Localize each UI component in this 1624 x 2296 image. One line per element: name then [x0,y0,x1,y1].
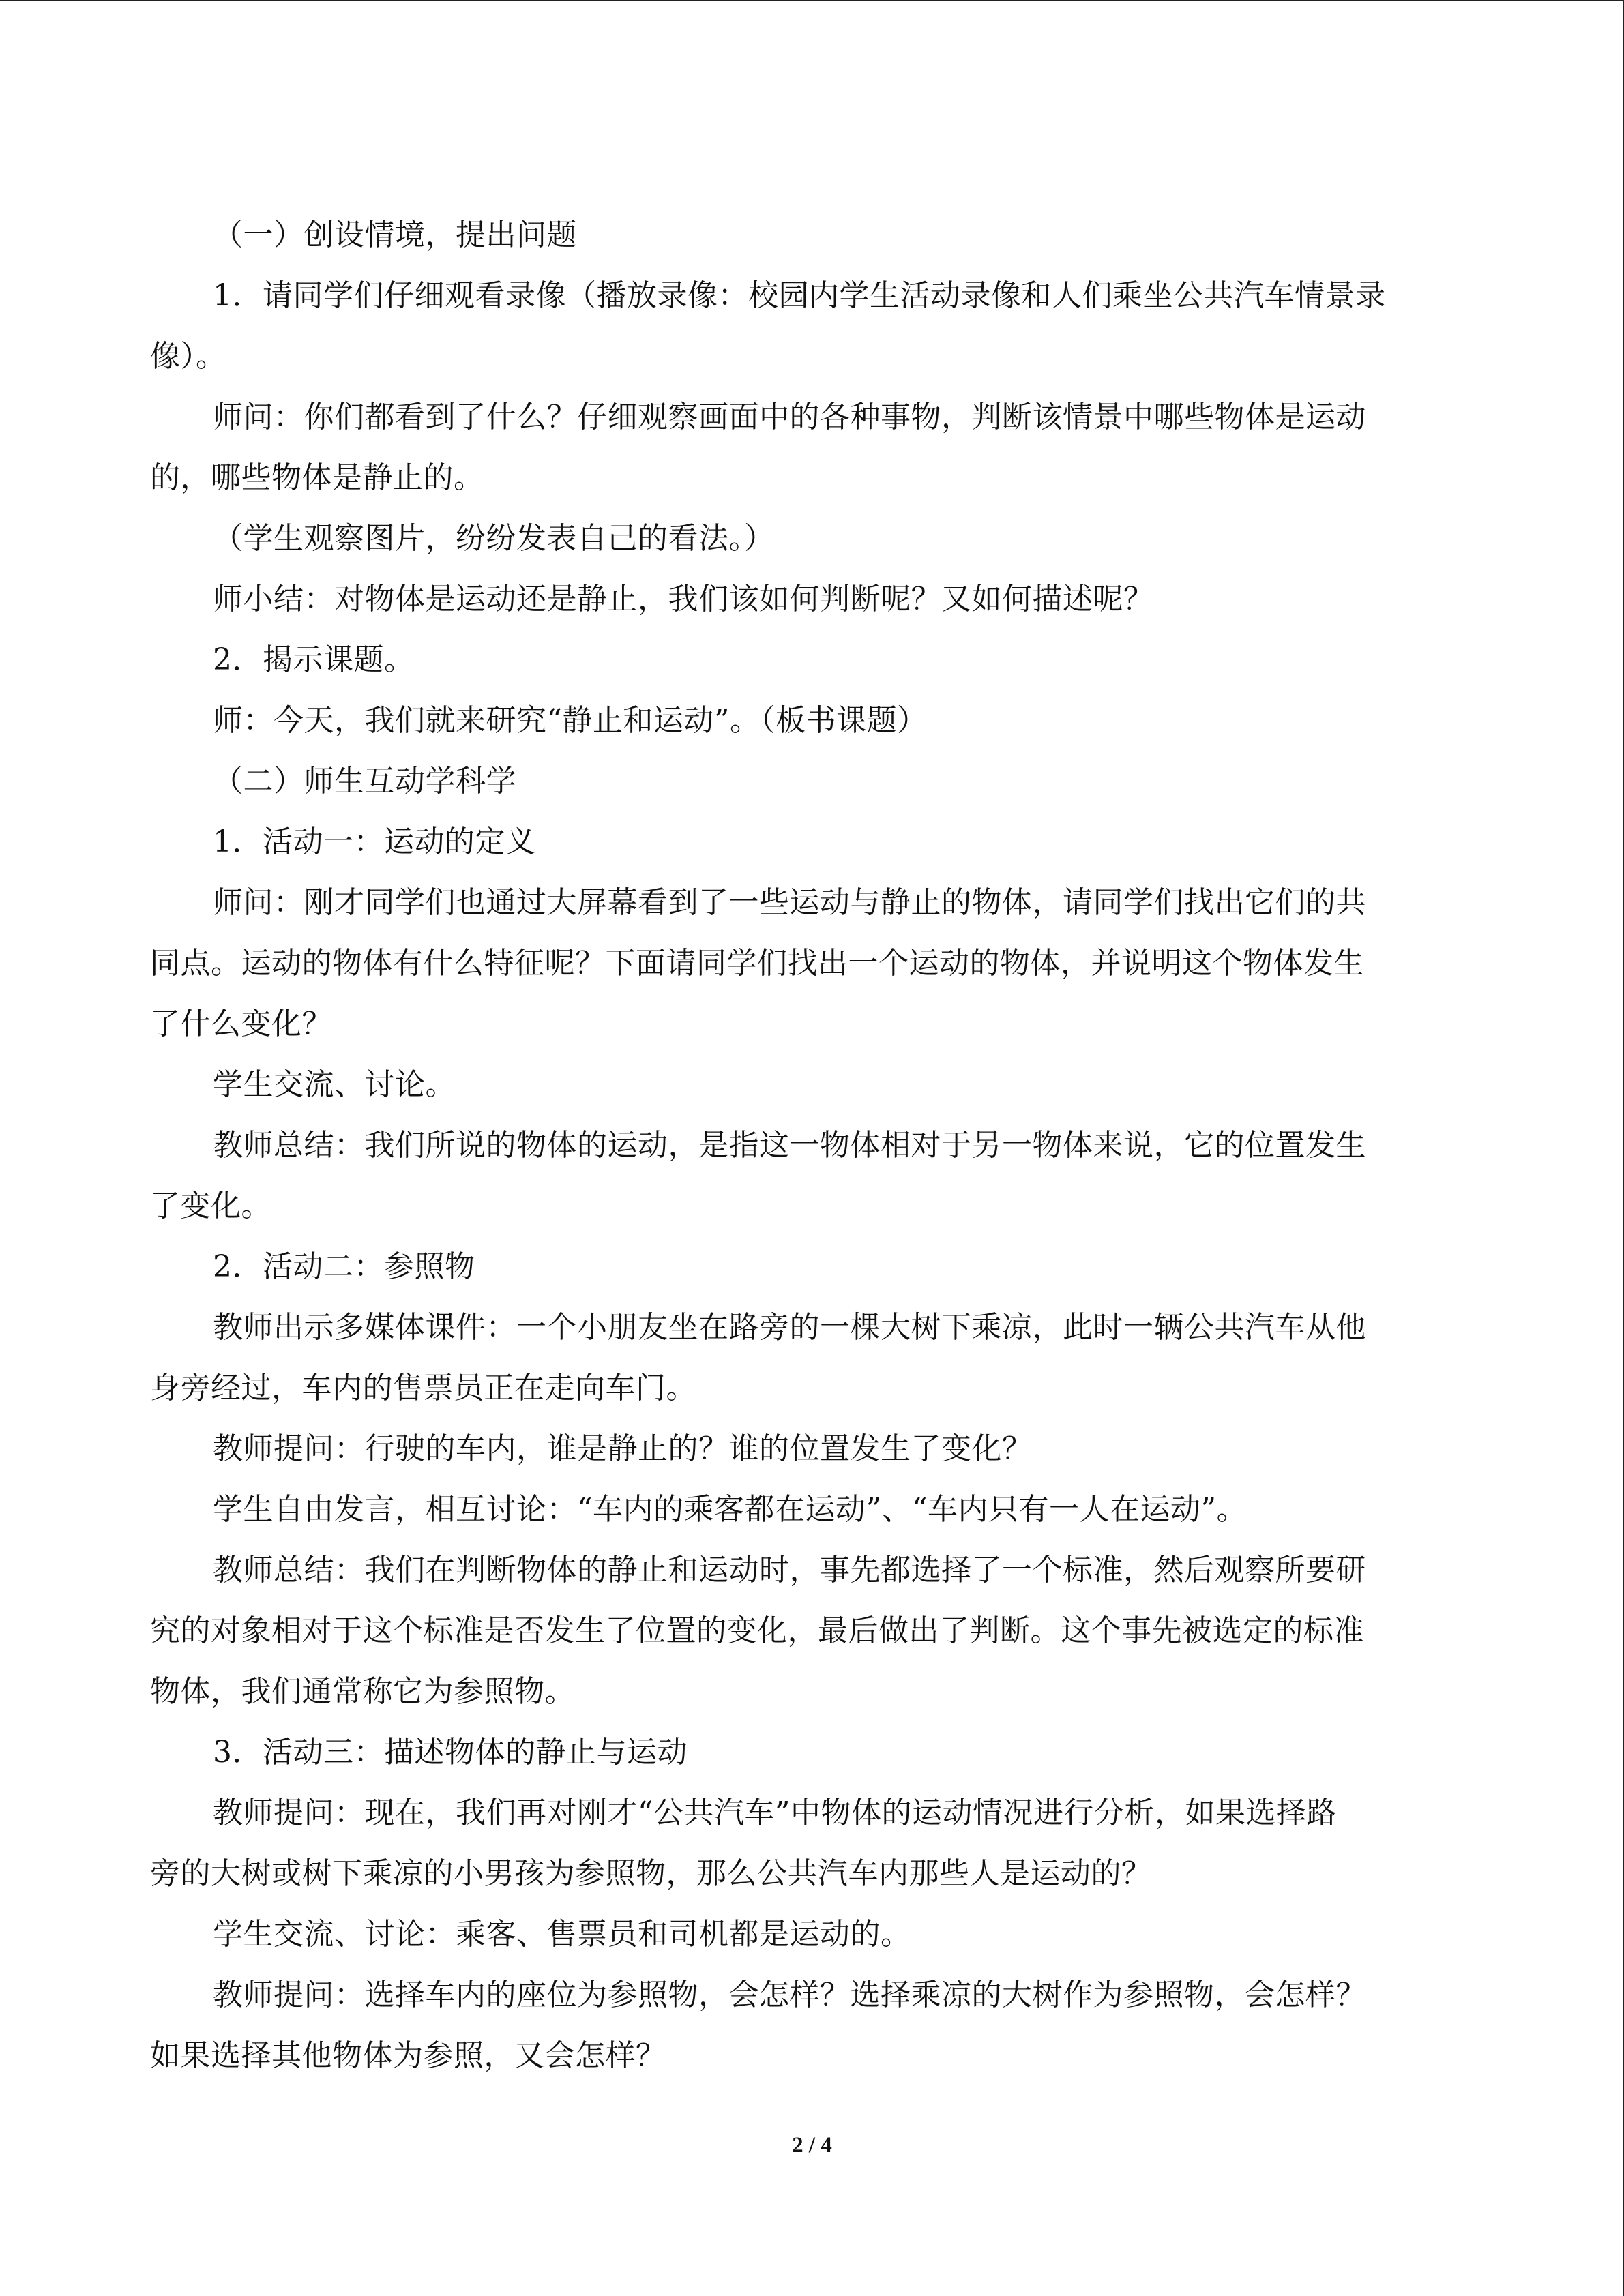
page-top-border [0,0,1624,1]
text-line: 学生自由发言，相互讨论：“车内的乘客都在运动”、“车内只有一人在运动”。 [213,1492,1247,1527]
text-line: 了变化。 [150,1189,271,1223]
text-line: 教师总结：我们所说的物体的运动，是指这一物体相对于另一物体来说，它的位置发生 [213,1128,1366,1163]
text-line: 教师提问：现在，我们再对刚才“公共汽车”中物体的运动情况进行分析，如果选择路 [213,1795,1337,1830]
text-line: 如果选择其他物体为参照，又会怎样？ [150,2038,666,2073]
text-line: 像）。 [150,339,226,374]
page-number: 2 / 4 [792,2133,832,2158]
text-line: 教师总结：我们在判断物体的静止和运动时，事先都选择了一个标准，然后观察所要研 [213,1553,1366,1587]
text-line: （二）师生互动学科学 [213,764,516,799]
text-line: 3．活动三：描述物体的静止与运动 [213,1735,688,1770]
text-line: 1．请同学们仔细观看录像（播放录像：校园内学生活动录像和人们乘坐公共汽车情景录 [213,278,1386,313]
text-line: 的，哪些物体是静止的。 [150,460,484,495]
body-text [150,205,1477,2086]
text-line: 1．活动一：运动的定义 [213,824,536,859]
text-line: 师问：你们都看到了什么？仔细观察画面中的各种事物，判断该情景中哪些物体是运动 [213,400,1366,434]
text-line: 教师提问：选择车内的座位为参照物，会怎样？选择乘凉的大树作为参照物，会怎样？ [213,1978,1366,2012]
text-line: 教师提问：行驶的车内，谁是静止的？谁的位置发生了变化？ [213,1431,1033,1466]
text-line: （学生观察图片，纷纷发表自己的看法。） [213,521,775,556]
text-line: 2．活动二：参照物 [213,1249,475,1284]
text-line: 学生交流、讨论：乘客、售票员和司机都是运动的。 [213,1917,911,1952]
text-line: 物体，我们通常称它为参照物。 [150,1674,575,1709]
text-line: （一）创设情境，提出问题 [213,218,577,252]
text-line: 身旁经过，车内的售票员正在走向车门。 [150,1371,696,1405]
text-line: 旁的大树或树下乘凉的小男孩为参照物，那么公共汽车内那些人是运动的？ [150,1856,1152,1891]
text-line: 同点。运动的物体有什么特征呢？下面请同学们找出一个运动的物体，并说明这个物体发生 [150,946,1364,981]
text-line: 师问：刚才同学们也通过大屏幕看到了一些运动与静止的物体，请同学们找出它们的共 [213,885,1366,920]
text-line: 师小结：对物体是运动还是静止，我们该如何判断呢？又如何描述呢？ [213,582,1154,616]
text-line: 师：今天，我们就来研究“静止和运动”。（板书课题） [213,703,928,738]
text-line: 学生交流、讨论。 [213,1067,456,1102]
text-line: 究的对象相对于这个标准是否发生了位置的变化，最后做出了判断。这个事先被选定的标准 [150,1613,1364,1648]
text-line: 教师出示多媒体课件：一个小朋友坐在路旁的一棵大树下乘凉，此时一辆公共汽车从他 [213,1310,1366,1345]
text-line: 2．揭示课题。 [213,642,415,677]
text-line: 了什么变化？ [150,1007,332,1041]
